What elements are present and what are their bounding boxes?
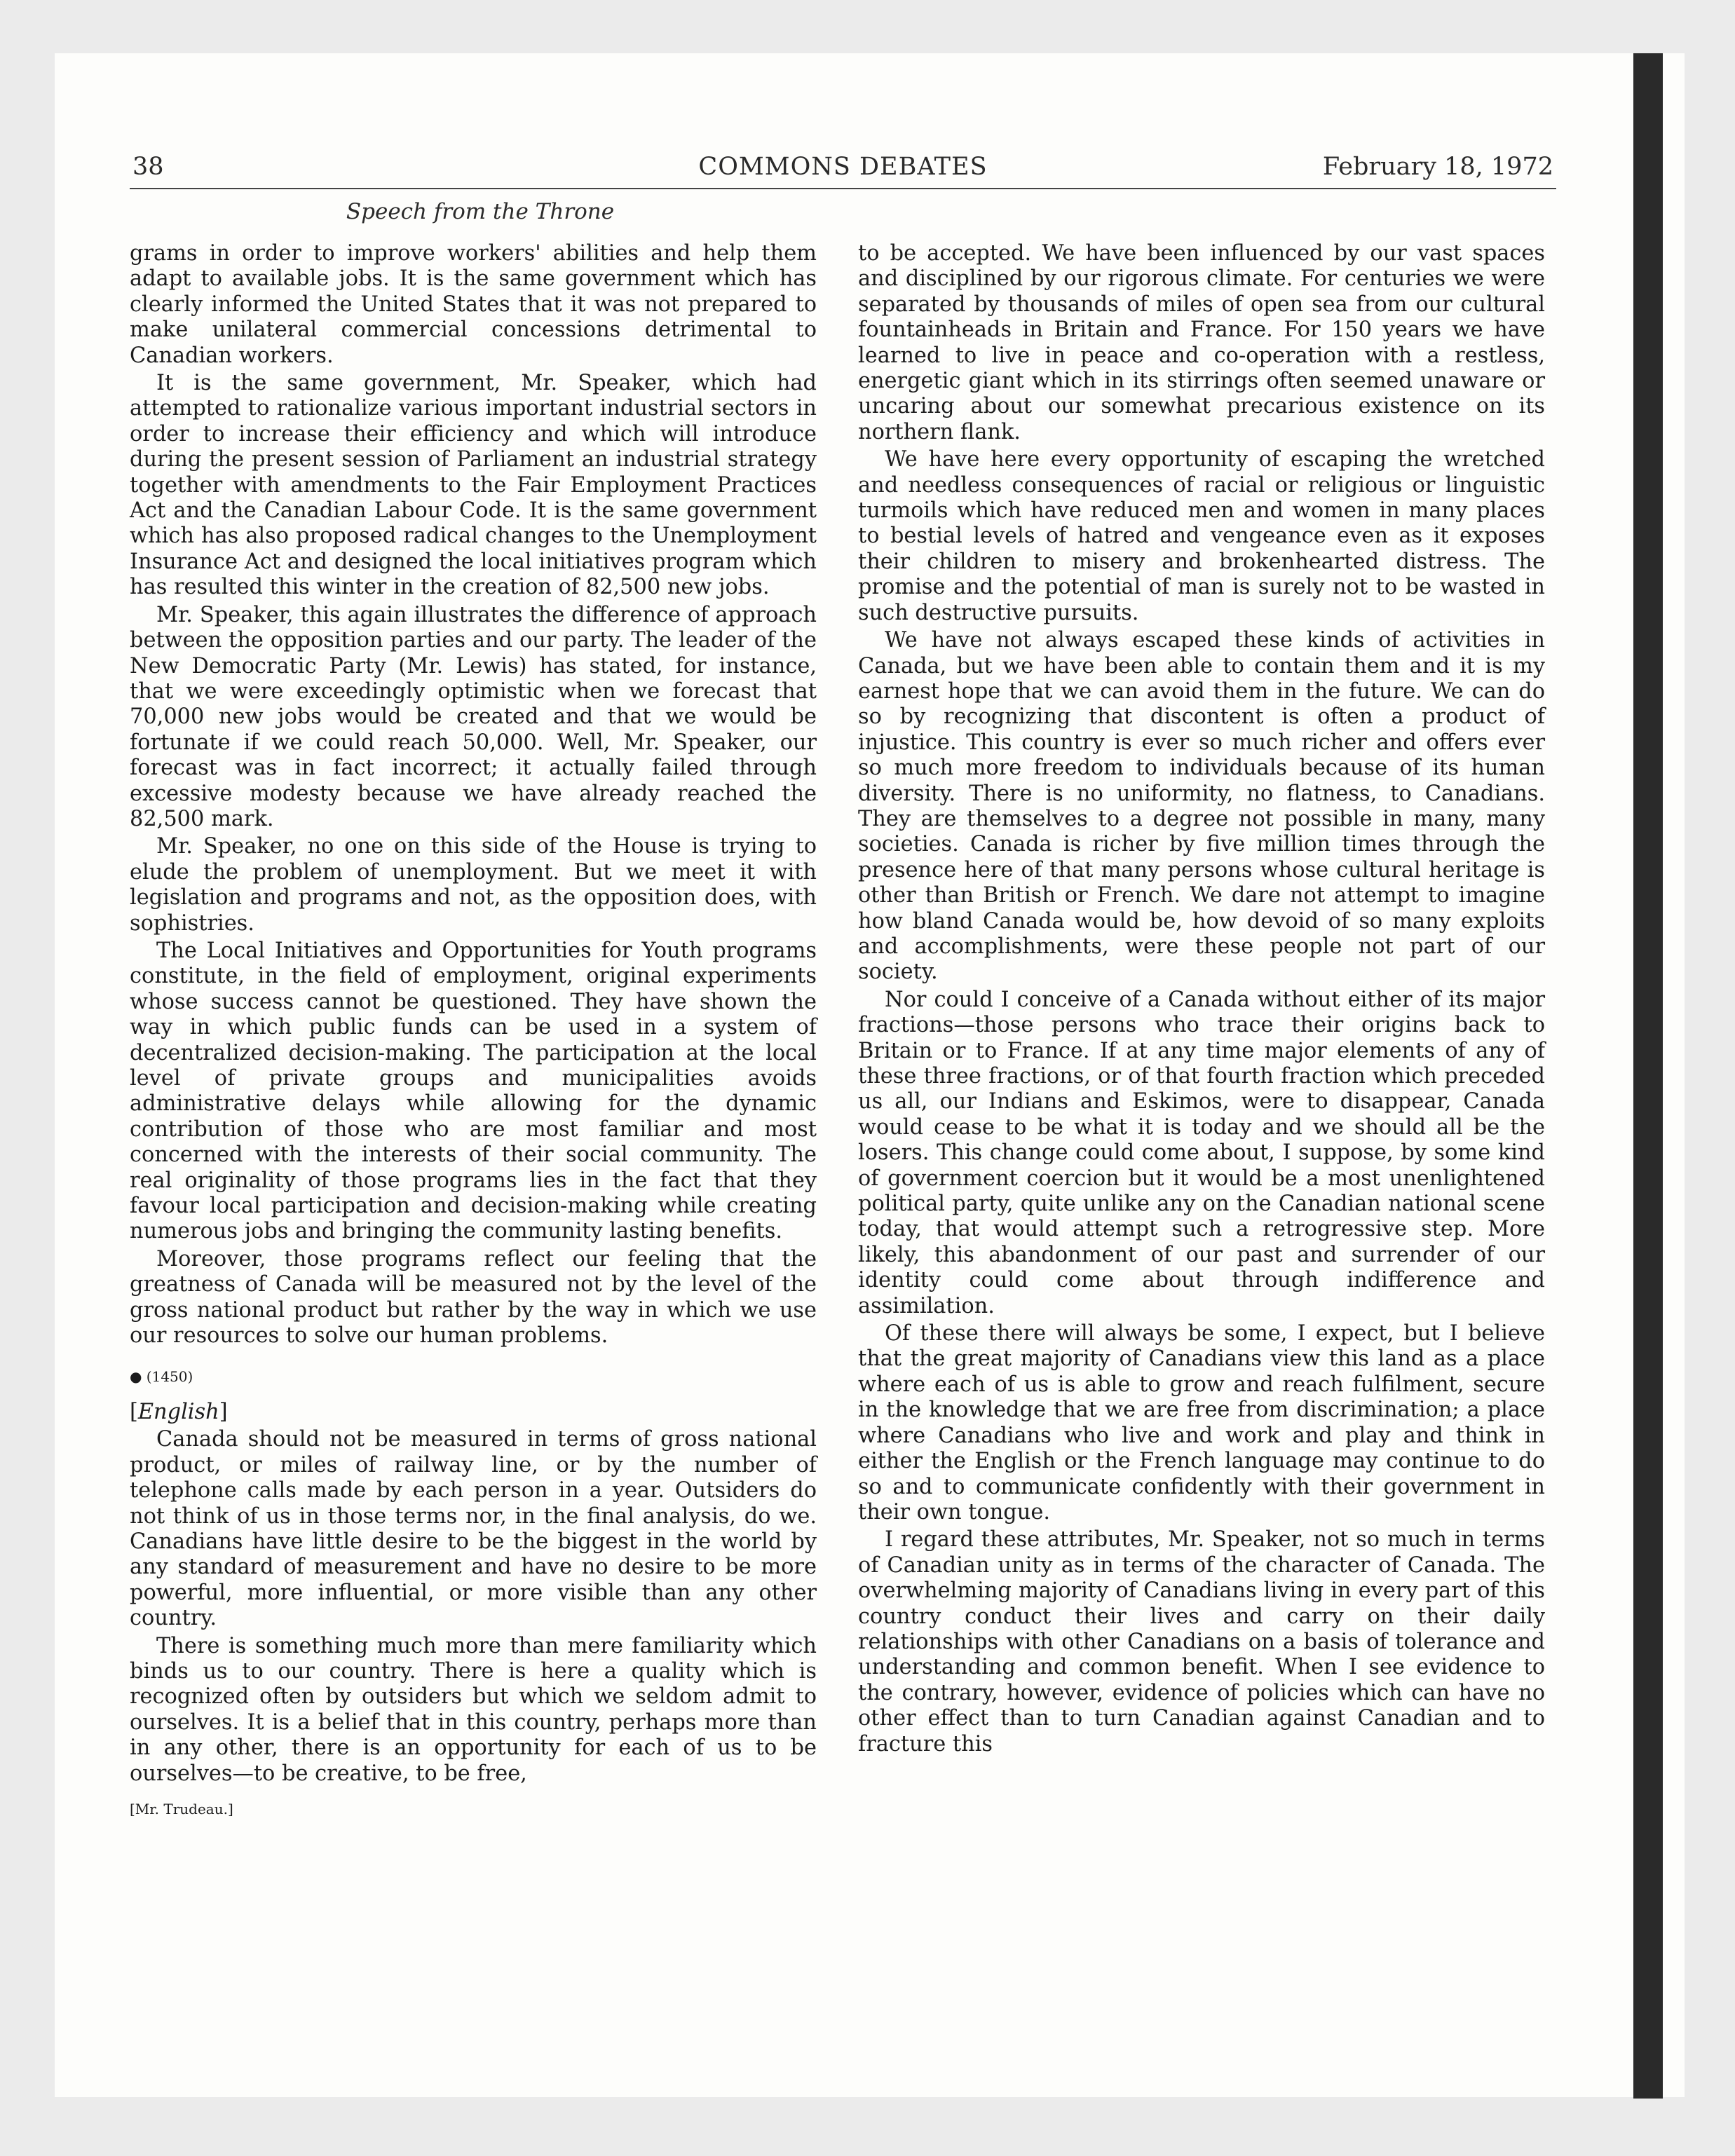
paragraph: We have here every opportunity of escaping the wretched and needless consequences of racial or religious or linguistic turmoils which have reduced men and women in many places to bestial levels of hatred and vengeance even as it exposes their children to misery and brokenhearted distress. The promise and the potential of man is surely not to be wasted in such destructive pursuits. (858, 447, 1545, 625)
publication-title: COMMONS DEBATES (698, 153, 988, 181)
language-note: [English] (130, 1399, 228, 1424)
paragraph: to be accepted. We have been influenced by our vast spaces and disciplined by our rigorous climate. For centuries we were separated by thousands of miles of open sea from our cultural fountainheads in Britain and France. For 150 years we have learned to live in peace and co-operation with a restless, energetic giant which in its stirrings often seemed unaware or uncaring about our somewhat precarious existence on its northern flank. (858, 241, 1545, 444)
paragraph: It is the same government, Mr. Speaker, which had attempted to rationalize various important industrial sectors in order to increase their efficiency and which will introduce during the present session of Parliament an industrial strategy together with amendments to the Fair Employment Practices Act and the Canadian Labour Code. It is the same government which has also proposed radical changes to the Unemployment Insurance Act and designed the local initiatives program which has resulted this winter in the creation of 82,500 new jobs. (130, 371, 817, 600)
paragraph: Nor could I conceive of a Canada without either of its major fractions—those persons who trace their origins back to Britain or to France. If at any time major elements of any of these three fractions, or of that fourth fraction which preceded us all, our Indians and Eskimos, were to disappear, Canada would cease to be what it is today and we should all be the losers. This change could come about, I suppose, by some kind of government coercion but it would be a most unenlightened political party, quite unlike any on the Canadian national scene today, that would attempt such a retrogressive step. More likely, this abandonment of our past and surrender of our identity could come about through indifference and assimilation. (858, 987, 1545, 1318)
paragraph: Mr. Speaker, this again illustrates the difference of approach between the opposition parties and our party. The leader of the New Democratic Party (Mr. Lewis) has stated, for instance, that we were exceedingly optimistic when we forecast that 70,000 new jobs would be created and that we would be fortunate if we could reach 50,000. Well, Mr. Speaker, our forecast was in fact incorrect; it actually failed through excessive modesty because we have already reached the 82,500 mark. (130, 602, 817, 831)
page-header (130, 149, 1556, 189)
left-column (130, 241, 817, 1822)
right-column (858, 241, 1545, 1757)
paragraph: We have not always escaped these kinds of activities in Canada, but we have been able to contain them and it is my earnest hope that we can avoid them in the future. We can do so by recognizing that discontent is often a product of injustice. This country is ever so much richer and offers ever so much more freedom to individuals because of its human diversity. There is no uniformity, no flatness, to Canadians. They are themselves to a degree not possible in many, many societies. Canada is richer by five million times through the presence here of that many persons whose cultural heritage is other than British or French. We dare not attempt to imagine how bland Canada would be, how devoid of so many exploits and accomplishments, were these people not part of our society. (858, 628, 1545, 985)
section-subheading: Speech from the Throne (346, 199, 615, 224)
paragraph: The Local Initiatives and Opportunities for Youth programs constitute, in the field of employment, original experiments whose success cannot be questioned. They have shown the way in which public funds can be used in a system of decentralized decision-making. The participation at the local level of private groups and municipalities avoids administrative delays while allowing for the dynamic contribution of those who are most familiar and most concerned with the interests of their social community. The real originality of those programs lies in the fact that they favour local participation and decision-making while creating numerous jobs and bringing the community lasting benefits. (130, 938, 817, 1244)
paragraph: There is something much more than mere familiarity which binds us to our country. There is here a quality which is recognized often by outsiders but which we seldom admit to ourselves. It is a belief that in this country, perhaps more than in any other, there is an opportunity for each of us to be ourselves—to be creative, to be free, (130, 1633, 817, 1786)
paragraph: Of these there will always be some, I expect, but I believe that the great majority of Canadians view this land as a place where each of us is able to grow and reach fulfilment, secure in the knowledge that we are free from discrimination; a place where Canadians who live and work and play and think in either the English or the French language may continue to do so and to communicate confidently with their government in their own tongue. (858, 1321, 1545, 1524)
binding-edge (1633, 53, 1663, 2099)
paragraph: Moreover, those programs reflect our feeling that the greatness of Canada will be measured not by the level of the gross national product but rather by the way in which we use our resources to solve our human problems. (130, 1246, 817, 1349)
paragraph: Canada should not be measured in terms of gross national product, or miles of railway line, or by the number of telephone calls made by each person in a year. Outsiders do not think of us in those terms nor, in the final analysis, do we. Canadians have little desire to be the biggest in the world by any standard of measurement and have no desire to be more powerful, more influential, or more visible than any other country. (130, 1427, 817, 1631)
time-marker: ● (1450) (130, 1368, 193, 1386)
paragraph: Mr. Speaker, no one on this side of the House is trying to elude the problem of unemployment. But we meet it with legislation and programs and not, as the opposition does, with sophistries. (130, 834, 817, 936)
speaker-note: [Mr. Trudeau.] (130, 1800, 233, 1817)
paragraph: I regard these attributes, Mr. Speaker, not so much in terms of Canadian unity as in terms of the character of Canada. The overwhelming majority of Canadians living in every part of this country conduct their lives and carry on their daily relationships with other Canadians on a basis of tolerance and understanding and common benefit. When I see evidence to the contrary, however, evidence of policies which can have no other effect than to turn Canadian against Canadian and to fracture this (858, 1527, 1545, 1756)
language-note-text: English (137, 1399, 219, 1424)
page-number: 38 (132, 153, 164, 181)
paragraph: grams in order to improve workers' abilities and help them adapt to available jobs. It is the same government which has clearly informed the United States that it was not prepared to make unilateral commercial concessions detrimental to Canadian workers. (130, 241, 817, 368)
publication-date: February 18, 1972 (1322, 153, 1553, 181)
